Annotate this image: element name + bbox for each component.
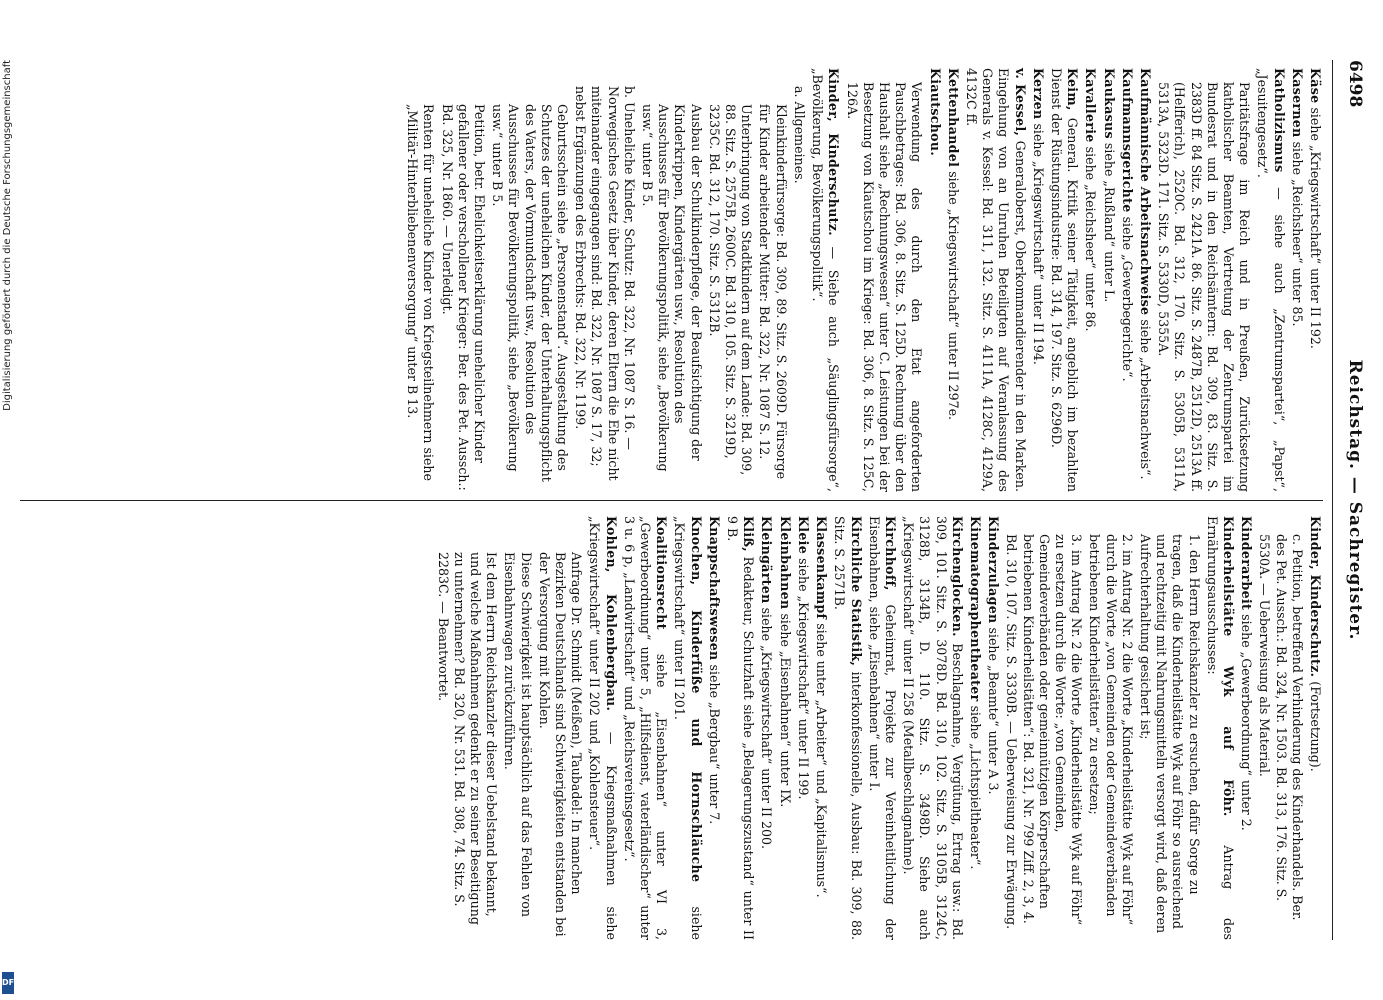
entry-term: Kavallerie: [1083, 68, 1099, 143]
entry-term: Kinderarbeit: [1239, 516, 1255, 611]
index-subentry: [1256, 516, 1305, 940]
entry-text: siehe „Eisenbahnen“ unter IX.: [777, 613, 793, 808]
index-entry: [1254, 68, 1286, 492]
subentry-marker: b.: [621, 86, 637, 99]
index-entry: [586, 516, 618, 940]
entry-term: Kirchenglocken.: [949, 516, 965, 637]
entry-term: Kinderzulagen: [986, 516, 1002, 624]
entry-text: Uneheliche Kinder, Schutz: Bd. 322, Nr. 1087 S. 16. — Norwegisches Gesetz über Kinder, deren Eltern die Ehe nicht miteinander eingegangen sind: Bd. 322, Nr. 1087 S. 17, 32; nebst Ergänzungen des Erbrechts: Bd. 322, Nr. 1199.: [573, 86, 637, 481]
entry-text: Petition, betreffend Verhinderung des Kinderhandels. Ber. des Pet. Aussch.: Bd. 324, Nr. 1503. Bd. 313, 176. Sitz. S. 5530A. — Ueberweisung als Material.: [1257, 534, 1305, 921]
entry-text: siehe „Kriegswirtschaft“ unter II 192.: [1308, 107, 1323, 349]
entry-text: siehe „Lichtspieltheater“.: [967, 705, 983, 870]
entry-text: siehe „Gewerbegerichte“.: [1119, 216, 1135, 382]
entry-term: Kaukasus: [1101, 68, 1117, 139]
index-entry: [724, 516, 756, 940]
entry-term: Kinder, Kinderschutz.: [1308, 516, 1323, 678]
index-entry: [795, 516, 811, 940]
entry-text: Allgemeines.: [791, 101, 807, 184]
entry-text: — Kriegsmaßnahmen siehe „Kriegswirtschaft“ unter II 202 und „Kohlensteuer“.: [587, 516, 619, 940]
index-entry: [843, 68, 924, 492]
index-entry: [1048, 68, 1080, 492]
index-entry: [621, 516, 670, 940]
index-entry: [1289, 68, 1305, 492]
index-entry: [900, 516, 965, 940]
index-subentry: [1137, 516, 1202, 940]
right-column: [432, 516, 1323, 940]
entry-text: siehe „Kriegswirtschaft“ unter II 201.: [672, 516, 704, 940]
index-subentry: [438, 68, 487, 492]
entry-text: siehe „Beamte“ unter A 3.: [986, 627, 1002, 795]
entry-text: Beschlagnahme, Vergütung, Ertrag usw.: Bd. 309, 101. Sitz. S. 3078D. Bd. 310, 102. Sitz. S. 3105B, 3124C, 3128B, 3134B, D. 110. Sitz. S. 3498D. Siehe auch „Kriegswirtschaft“ unter II 258 (Metallbeschlagnahme).: [901, 516, 965, 940]
entry-text: Geheimrat, Projekte zur Vereinheitlichung der Eisenbahnen, siehe „Eisenbahnen“ unter I.: [866, 516, 898, 940]
entry-term: Knappschaftswesen: [706, 516, 722, 661]
index-entry: [985, 516, 1001, 940]
index-entry: [1082, 68, 1098, 492]
entry-text: siehe „Rußland“ unter L.: [1101, 142, 1117, 303]
dfg-logo: DFG: [2, 972, 14, 994]
entry-term: Kleinbahnen: [777, 516, 793, 610]
entry-text: im Antrag Nr. 2 die Worte „Kinderheilstätte Wyk auf Föhr“ durch die Worte „von Gemeinden oder Gemeindeverbänden betriebenen Kinderheilstätten“ zu ersetzen;: [1087, 534, 1135, 926]
entry-text: Ausbau der Schulkinderpflege, der Beaufsichtigung der Kinderkrippen, Kindergärten usw., Resolution des Ausschusses für Bevölkerungspolitik, siehe „Bevölkerung usw.“ unter B 5.: [640, 104, 704, 472]
entry-text: siehe „Bergbau“ unter 7.: [706, 664, 722, 825]
entry-text: siehe „Kriegswirtschaft“ unter II 194.: [1030, 123, 1046, 365]
page-title: Reichstag. — Sachregister.: [1345, 359, 1365, 641]
entry-text: Antrag des Ernährungsausschusses:: [1204, 516, 1236, 940]
index-entry: [1030, 68, 1046, 492]
entry-text: — Siehe auch „Säuglingsfürsorge“, „Bevölkerung, Bevölkerungspolitik“.: [810, 68, 842, 492]
index-entry: [926, 68, 942, 492]
left-column: [402, 68, 1323, 492]
index-subentry: [536, 516, 585, 940]
index-entry: [1100, 68, 1116, 492]
index-subentry: [706, 68, 755, 492]
entry-term: Klassenkampf: [814, 516, 830, 620]
index-entry: [831, 516, 863, 940]
index-entry: [945, 68, 961, 492]
entry-text: Redakteur, Schutzhaft siehe „Belagerungszustand“ unter II 9 B.: [725, 516, 757, 940]
index-entry: [1307, 516, 1323, 940]
index-entry: [963, 68, 1028, 492]
entry-term: Kiautschou.: [927, 68, 943, 157]
page-number: 6498: [1345, 60, 1365, 108]
digitization-note: Digitalisierung gefördert durch die Deutsche Forschungsgemeinschaft: [2, 60, 13, 411]
entry-text: siehe „Kriegswirtschaft“ unter II 199.: [795, 558, 811, 800]
index-entry: [967, 516, 983, 940]
entry-text: siehe „Eisenbahnen“ unter VI 3, „Gewerbeordnung“ unter 5, „Hilfsdienst, vaterländischer“ unter 3 u. 6 p, „Landwirtschaft“ und „Reichsvereinsgesetz“.: [621, 516, 670, 940]
index-entry: [1137, 68, 1153, 492]
entry-term: Kirchliche Statistik,: [848, 516, 864, 667]
index-subentry: [434, 516, 499, 940]
subentry-marker: c.: [1289, 534, 1305, 546]
index-entry: [1119, 68, 1135, 492]
entry-text: siehe unter „Arbeiter“ und „Kapitalismus“.: [814, 623, 830, 898]
index-subentry: [1003, 516, 1084, 940]
entry-text: Unterbringung von Stadtkindern auf dem Lande: Bd. 309, 88. Sitz. S. 2575B, 2600C. Bd. 310, 105. Sitz. S. 3219D, 3235C. Bd. 312, 170. Sitz. S. 5312B.: [706, 104, 755, 476]
index-entry: [1307, 68, 1323, 492]
entry-text: siehe „Kriegswirtschaft“ unter II 200.: [759, 607, 775, 850]
entry-text: Geburtsschein siehe „Personenstand“. Ausgestaltung des Schutzes der unehelichen Kinder, der Unterhaltungspflicht des Vaters, der Vormundschaft usw., Resolution des Ausschusses für Bevölkerungspolitik, siehe „Bevölkerung usw.“ unter B 5.: [490, 104, 571, 482]
entry-text: interkonfessionelle, Ausbau: Bd. 309, 88. Sitz. S. 2571B.: [832, 516, 864, 940]
entry-term: Kasernen: [1289, 68, 1305, 138]
footer-strip: [0, 0, 22, 1000]
index-entry: [758, 516, 774, 940]
entry-text: — siehe auch „Zentrumspartei“, „Papst“, „Jesuitengesetz“.: [1255, 68, 1287, 492]
index-subentry: [501, 516, 533, 940]
entry-term: Knochen, Kinderfüße und Hornschläuche: [688, 516, 704, 883]
entry-term: Kaufmännische Arbeitsnachweise: [1137, 68, 1153, 316]
index-subentry: [791, 68, 807, 492]
entry-text: Kleinkinderfürsorge: Bd. 309, 89. Sitz. S. 2609D. Fürsorge für Kinder arbeitender Mütter: Bd. 322, Nr. 1087 S. 12.: [757, 104, 789, 480]
index-entry: [777, 516, 793, 940]
index-entry: [813, 516, 829, 940]
entry-term: Keim,: [1065, 68, 1081, 111]
entry-term: Kettenhandel: [945, 68, 961, 168]
entry-text: siehe „Arbeitsnachweis“.: [1137, 319, 1153, 480]
entry-text: siehe „Gewerbeordnung“ unter 2.: [1239, 614, 1255, 831]
subentry-marker: a.: [791, 86, 807, 98]
entry-text: siehe „Kriegswirtschaft“ unter II 297e.: [945, 171, 961, 421]
page-header: [1339, 60, 1365, 940]
entry-text: siehe „Reichsheer“ unter 85.: [1289, 141, 1305, 327]
header-rule: [1332, 60, 1333, 940]
entry-term: Kerzen: [1030, 68, 1046, 120]
entry-text: Renten für uneheliche Kinder von Kriegsteilnehmern siehe „Militär-Hinterbliebenenversorgung“ unter B 13.: [405, 104, 437, 481]
entry-text: Ist dem Herrn Reichskanzler dieser Uebelstand bekannt, und welche Maßnahmen gedenkt er zu seiner Beseitigung zu unternehmen? Bd. 320, Nr. 531. Bd. 308, 74. Sitz. S. 2283C. — Beantwortet.: [435, 552, 500, 925]
entry-term: Kinderheilstätte Wyk auf Föhr.: [1220, 516, 1236, 817]
index-entry: [1204, 516, 1236, 940]
index-subentry: [639, 68, 704, 492]
entry-text: Anfrage Dr. Schmidt (Meißen), Taubadel: In manchen Bezirken Deutschlands sind Schwierigkeiten entstanden bei der Versorgung mit Kohlen.: [536, 552, 585, 937]
entry-text: Petition, betr. Ehelichkeitserklärung unehelicher Kinder gefallener oder verschollener Krieger: Ber. des Pet. Aussch.: Bd. 325, Nr. 1860. — Unerledigt.: [439, 104, 488, 491]
subentry-marker: 3.: [1069, 534, 1085, 547]
entry-text: Verwendung des durch den Etat angeforderten Pauschbetrages: Bd. 306, 8. Sitz. S. 125D. Rechnung über den Haushalt siehe „Rechnungswesen“ unter C. Leistungen bei der Besetzung von Kiautschou im Kriege: Bd. 306, 8. Sitz. S. 125C, 126A.: [844, 82, 925, 492]
index-entry: [1238, 516, 1254, 940]
entry-term: Koalitionsrecht: [654, 516, 670, 630]
entry-term: Kohlen, Kohlenbergbau.: [603, 516, 619, 712]
entry-term: Kliß,: [741, 516, 757, 552]
entry-text: (Fortsetzung).: [1308, 681, 1323, 772]
entry-term: Kaufmannsgerichte: [1119, 68, 1135, 213]
index-subentry: [489, 68, 570, 492]
entry-text: General. Kritik seiner Tätigkeit, angeblich im bezahlten Dienst der Rüstungsindustrie: Bd. 314, 197. Sitz. S. 6296D.: [1048, 68, 1081, 492]
index-entry: [809, 68, 841, 492]
index-entry: [706, 516, 722, 940]
index-subentry: [1086, 516, 1135, 940]
entry-term: Kleingärten: [759, 516, 775, 604]
entry-term: Kleie: [795, 516, 811, 555]
entry-text: im Antrag Nr. 2 die Worte „Kinderheilstätte Wyk auf Föhr“ zu ersetzen durch die Worte: „von Gemeinden, Gemeindeverbänden oder gemeinnützigen Körperschaften betriebenen Kinderheilstätten“: Bd. 321, Nr. 799 Ziff. 2, 3, 4. Bd. 310, 107. Sitz. S. 3330B. — Ueberweisung zur Erwägung.: [1004, 534, 1085, 930]
entry-term: Käse: [1308, 68, 1323, 104]
index-subentry: [756, 68, 788, 492]
entry-text: Generaloberst, Oberkommandierender in den Marken. Eingehung von an Unruhen Beteiligten auf Veranlassung des Generals v. Kessel: Bd. 311, 132. Sitz. S. 4111A, 4128C, 4129A, 4132C ff.: [963, 68, 1028, 492]
subentry-marker: 2.: [1119, 534, 1135, 547]
subentry-marker: 1.: [1186, 534, 1202, 547]
column-divider: [20, 500, 1323, 501]
index-subentry: [572, 68, 637, 492]
index-entry: [866, 516, 898, 940]
entry-text: den Herrn Reichskanzler zu ersuchen, dafür Sorge zu tragen, daß die Kinderheilstätte Wyk auf Föhr so ausreichend und rechtzeitig mit Nahrungsmitteln versorgt wird, daß deren Aufrechterhaltung gesichert ist;: [1137, 534, 1202, 934]
entry-term: Kirchhoff,: [882, 516, 898, 591]
index-entry: [1155, 68, 1252, 492]
entry-term: Kinematographentheater: [967, 516, 983, 702]
entry-text: Paritätsfrage im Reich und in Preußen, Zurücksetzung katholischer Beamten, Vertretung der Zentrumspartei im Bundesrat und in den Reichsämtern: Bd. 309, 83. Sitz. S. 2383D ff. 84 Sitz. S. 2421A. 86. Sitz. S. 2487B, 2512D, 2513A ff. (Helfferich), 2520C. Bd. 312, 170. Sitz. S. 5305B, 5311A, 5313A, 5323D. 171. Sitz. S. 5330D, 5355A.: [1156, 82, 1253, 492]
entry-term: Katholizismus: [1271, 68, 1287, 173]
index-subentry: [404, 68, 436, 492]
entry-term: v. Kessel,: [1012, 68, 1028, 137]
index-entry: [671, 516, 703, 940]
entry-text: Diese Schwierigkeit ist hauptsächlich auf das Fehlen von Eisenbahnwagen zurückzuführen.: [502, 552, 534, 917]
entry-term: Kinder, Kinderschutz.: [826, 68, 842, 236]
entry-text: siehe „Reichsheer“ unter 86.: [1083, 146, 1099, 332]
